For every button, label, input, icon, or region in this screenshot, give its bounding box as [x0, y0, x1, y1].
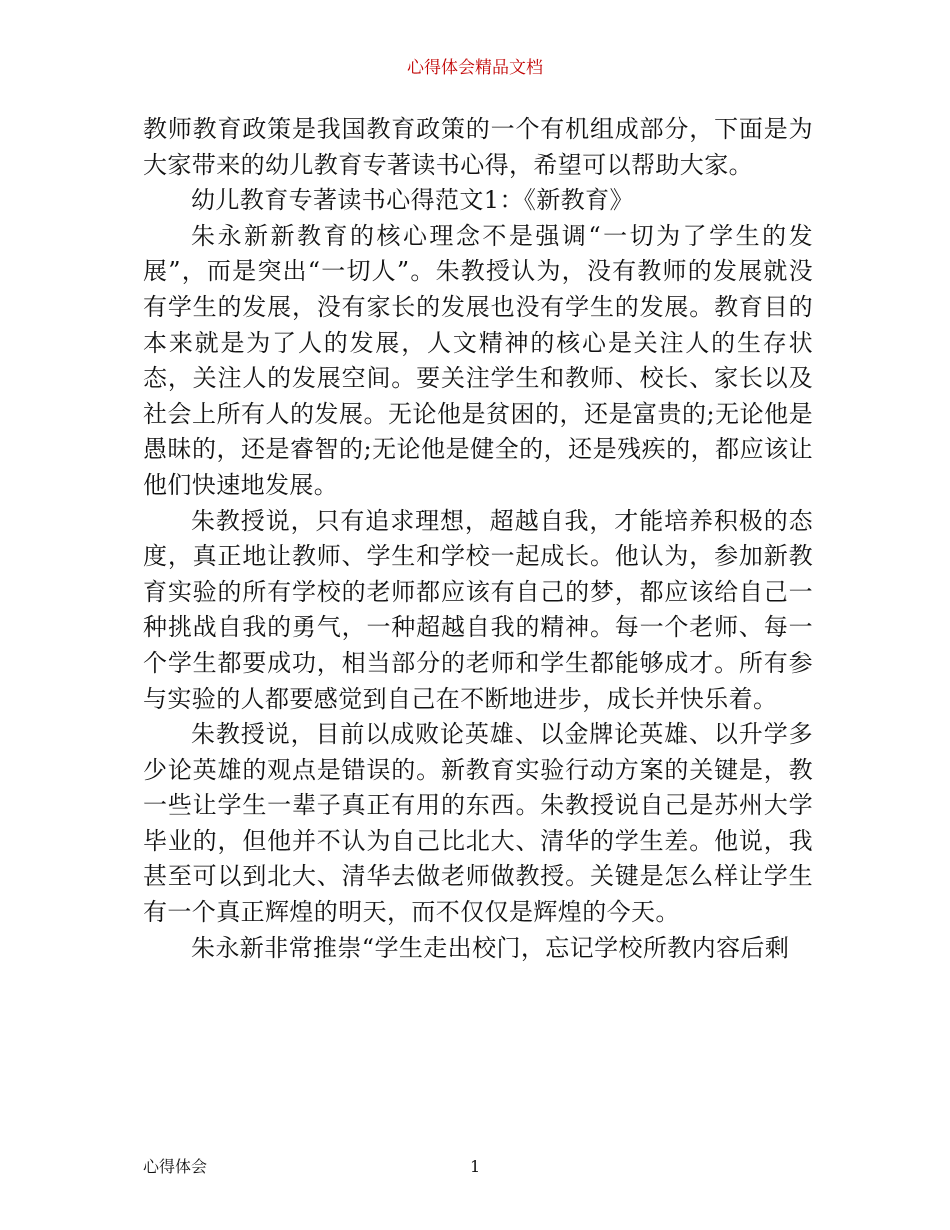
page-header-title: 心得体会精品文档 — [407, 58, 543, 78]
page-footer — [143, 1156, 813, 1178]
paragraph: 朱永新非常推崇“学生走出校门，忘记学校所教内容后剩 — [191, 933, 790, 962]
page-number: 1 — [470, 1157, 481, 1176]
paragraph: 朱教授说，只有追求理想，超越自我，才能培养积极的态度，真正地让教师、学生和学校一起成长。他认为，参加新教育实验的所有学校的老师都应该有自己的梦，都应该给自己一种挑战自我的勇气，一种超越自我的精神。每一个老师、每一个学生都要成功，相当部分的老师和学生都能够成才。所有参与实验的人都要感觉到自己在不断地进步，成长并快乐着。 — [143, 506, 813, 713]
document-body — [143, 112, 813, 966]
footer-label: 心得体会 — [143, 1157, 208, 1176]
paragraph: 朱教授说，目前以成败论英雄、以金牌论英雄、以升学多少论英雄的观点是错误的。新教育实验行动方案的关键是，教一些让学生一辈子真正有用的东西。朱教授说自己是苏州大学毕业的，但他并不认为自己比北大、清华的学生差。他说，我甚至可以到北大、清华去做老师做教授。关键是怎么样让学生有一个真正辉煌的明天，而不仅仅是辉煌的今天。 — [143, 720, 813, 927]
paragraph: 朱永新新教育的核心理念不是强调“一切为了学生的发展”，而是突出“一切人”。朱教授认为，没有教师的发展就没有学生的发展，没有家长的发展也没有学生的发展。教育目的本来就是为了人的发展，人文精神的核心是关注人的生存状态，关注人的发展空间。要关注学生和教师、校长、家长以及社会上所有人的发展。无论他是贫困的，还是富贵的;无论他是愚昧的，还是睿智的;无论他是健全的，还是残疾的，都应该让他们快速地发展。 — [143, 221, 813, 499]
paragraph-intro: 教师教育政策是我国教育政策的一个有机组成部分，下面是为大家带来的幼儿教育专著读书心得，希望可以帮助大家。 — [143, 115, 813, 179]
section-heading: 幼儿教育专著读书心得范文1：《新教育》 — [191, 186, 634, 215]
